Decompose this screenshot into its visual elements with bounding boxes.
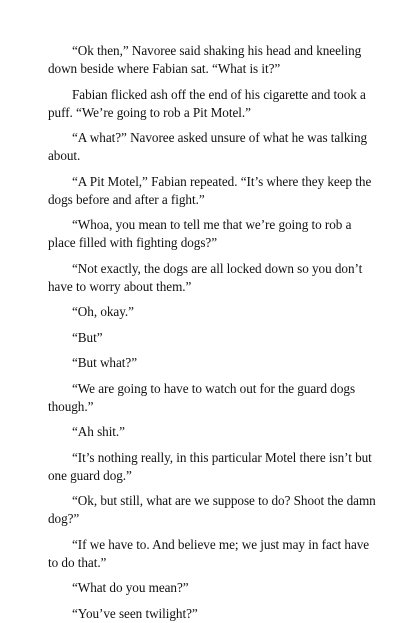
paragraph: “Not exactly, the dogs are all locked down so you don’t have to worry about them.”: [48, 260, 363, 294]
paragraph: “Ah shit.”: [72, 424, 125, 439]
paragraph: Fabian flicked ash off the end of his cigarette and took a puff. “We’re going to rob a Pit Motel.”: [48, 86, 366, 120]
paragraph: “We are going to have to watch out for the guard dogs though.”: [48, 380, 356, 414]
paragraph: “Ok then,” Navoree said shaking his head and kneeling down beside where Fabian sat. “What is it?”: [48, 43, 362, 76]
paragraph: “But what?”: [72, 355, 137, 370]
paragraph: “A what?” Navoree asked unsure of what he was talking about.: [48, 130, 368, 163]
paragraph: “What do you mean?”: [72, 580, 189, 595]
paragraph: “It’s nothing really, in this particular Motel there isn’t but one guard dog.”: [48, 449, 372, 483]
paragraph: “Oh, okay.”: [72, 304, 134, 319]
paragraph: “But”: [72, 329, 103, 345]
paragraph: “If we have to. And believe me; we just may in fact have to do that.”: [48, 536, 370, 570]
paragraph: “You’ve seen twilight?”: [72, 605, 198, 621]
paragraph: “A Pit Motel,” Fabian repeated. “It’s where they keep the dogs before and after a fight.”: [48, 173, 372, 207]
paragraph: “Whoa, you mean to tell me that we’re going to rob a place filled with fighting dogs?”: [48, 217, 352, 250]
paragraph: “Ok, but still, what are we suppose to do? Shoot the damn dog?”: [48, 493, 376, 526]
